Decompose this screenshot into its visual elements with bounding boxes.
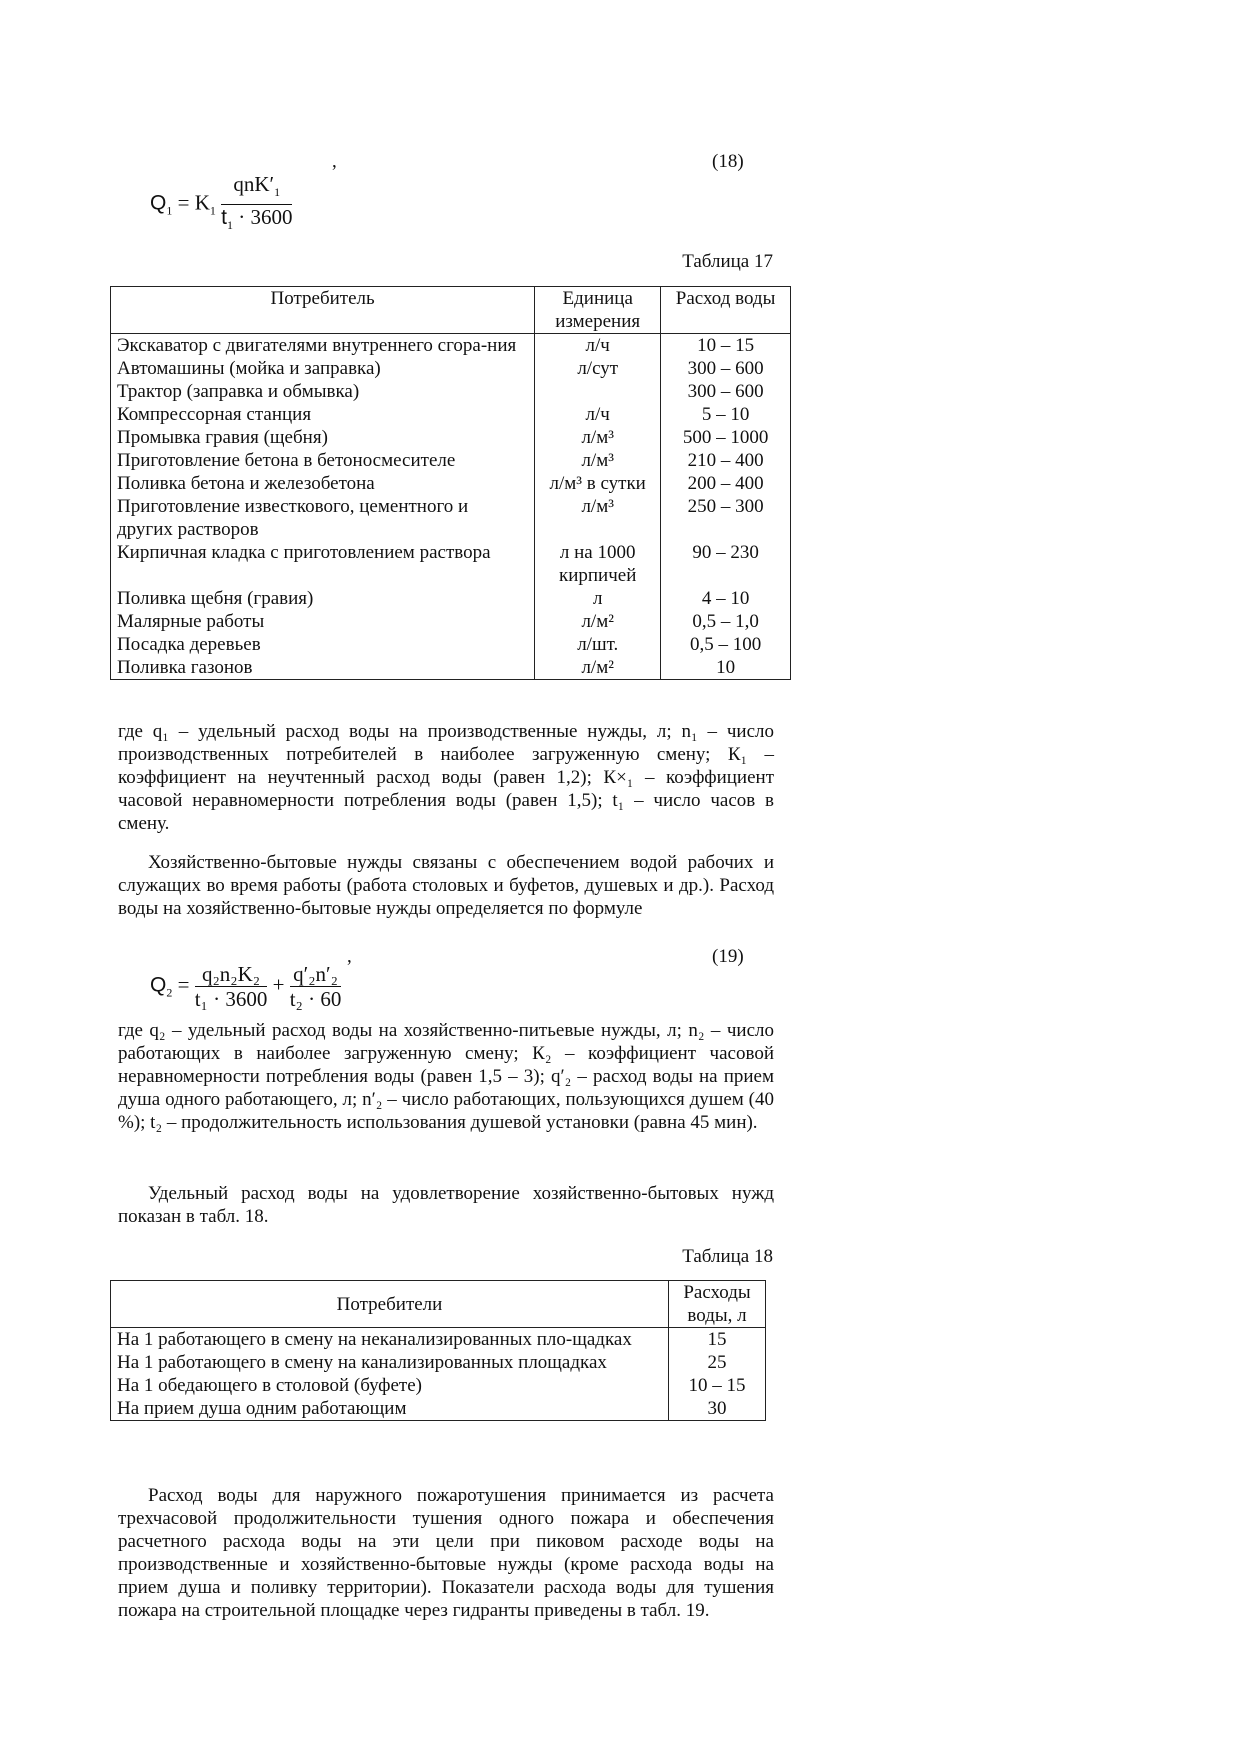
formula-sub: 1 xyxy=(166,203,173,218)
unit-cell: л/шт. xyxy=(535,633,661,656)
table-row xyxy=(111,656,791,680)
value-cell: 300 – 600 xyxy=(661,380,791,403)
consumer-cell: На 1 работающего в смену на неканализированных пло-щадках xyxy=(111,1328,669,1352)
formula-eq: = xyxy=(177,190,190,215)
table-18 xyxy=(110,1280,766,1421)
formula-denominator: t₁ · 3600 xyxy=(194,987,268,1011)
unit-cell: л/м³ xyxy=(535,426,661,449)
table-row xyxy=(111,1374,766,1397)
paragraph-table-18-intro: Удельный расход воды на удовлетворение хозяйственно-бытовых нужд показан в табл. 18. xyxy=(118,1183,774,1227)
consumer-cell: Промывка гравия (щебня) xyxy=(111,426,535,449)
unit-cell xyxy=(535,380,661,403)
unit-cell: л/м² xyxy=(535,610,661,633)
consumer-cell: Автомашины (мойка и заправка) xyxy=(111,357,535,380)
unit-cell: л на 1000 кирпичей xyxy=(535,541,661,587)
formula-eq: = xyxy=(177,972,190,997)
unit-cell: л/м³ xyxy=(535,495,661,541)
consumer-cell: Поливка бетона и железобетона xyxy=(111,472,535,495)
value-cell: 10 – 15 xyxy=(669,1374,766,1397)
formula-denominator-rest: · 3600 xyxy=(238,205,293,230)
value-cell: 0,5 – 1,0 xyxy=(661,610,791,633)
consumer-cell: Малярные работы xyxy=(111,610,535,633)
consumer-cell: Кирпичная кладка с приготовлением раствора xyxy=(111,541,535,587)
formula-numerator: q₂n₂K₂ xyxy=(195,962,268,987)
consumer-cell: Поливка газонов xyxy=(111,656,535,680)
unit-cell: л/м³ xyxy=(535,449,661,472)
value-cell: 200 – 400 xyxy=(661,472,791,495)
table-row xyxy=(111,380,791,403)
equation-number-19: (19) xyxy=(712,946,744,967)
formula-k: K xyxy=(194,190,210,215)
table-row xyxy=(111,449,791,472)
table-row xyxy=(111,426,791,449)
column-header: Расходы воды, л xyxy=(669,1281,766,1328)
formula-denominator: t₂ · 60 xyxy=(289,987,342,1011)
consumer-cell: Приготовление бетона в бетоносмесителе xyxy=(111,449,535,472)
formula-fraction xyxy=(195,962,268,1011)
table-row xyxy=(111,610,791,633)
formula-sub: 2 xyxy=(166,985,173,1000)
consumer-cell: На 1 обедающего в столовой (буфете) xyxy=(111,1374,669,1397)
value-cell: 5 – 10 xyxy=(661,403,791,426)
consumer-cell: Поливка щебня (гравия) xyxy=(111,587,535,610)
column-header: Расход воды xyxy=(661,287,791,334)
table-row xyxy=(111,495,791,541)
formula-sub: 1 xyxy=(274,185,281,200)
formula-numerator: q′₂n′₂ xyxy=(290,962,342,987)
consumer-cell: Приготовление известкового, цементного и других растворов xyxy=(111,495,535,541)
value-cell: 250 – 300 xyxy=(661,495,791,541)
formula-denominator: t xyxy=(221,206,227,230)
column-header: Единица измерения xyxy=(535,287,661,334)
table-row xyxy=(111,1397,766,1421)
table-row xyxy=(111,633,791,656)
value-cell: 500 – 1000 xyxy=(661,426,791,449)
formula-fraction xyxy=(290,962,342,1011)
formula-sub: 1 xyxy=(226,218,233,233)
consumer-cell: Посадка деревьев xyxy=(111,633,535,656)
paragraph-definitions-19: где q₂ – удельный расход воды на хозяйственно-питьевые нужды, л; n₂ – число работающих в наиболее загруженную смену; К₂ – коэффициент часовой неравномерности потребления воды (равен 1,5 – 3); q′₂ – расход воды на прием душа одного работающего, л; n′₂ – число работающих, пользующихся душем (40 %); t₂ – продолжительность использования душевой установки (равна 45 мин). xyxy=(118,1020,774,1133)
formula-numerator: qnK′ xyxy=(233,172,275,196)
value-cell: 4 – 10 xyxy=(661,587,791,610)
table-row xyxy=(111,1351,766,1374)
formula-comma: , xyxy=(332,151,337,172)
paragraph-household-needs: Хозяйственно-бытовые нужды связаны с обеспечением водой рабочих и служащих во время работы (работа столовых и буфетов, душевых и др.). Расход воды на хозяйственно-бытовые нужды определяется по формуле xyxy=(118,852,774,919)
formula-lhs: Q xyxy=(150,973,167,997)
table-row xyxy=(111,1328,766,1352)
consumer-cell: На прием душа одним работающим xyxy=(111,1397,669,1421)
consumer-cell: Трактор (заправка и обмывка) xyxy=(111,380,535,403)
value-cell: 0,5 – 100 xyxy=(661,633,791,656)
formula-fraction xyxy=(221,172,292,237)
value-cell: 210 – 400 xyxy=(661,449,791,472)
formula-19 xyxy=(150,962,341,1011)
table-row xyxy=(111,472,791,495)
consumer-cell: Экскаватор с двигателями внутреннего сгора-ния xyxy=(111,334,535,358)
paragraph-definitions-18: где q₁ – удельный расход воды на производственные нужды, л; n₁ – число производственных потребителей в наиболее загруженную смену; К₁ – коэффициент на неучтенный расход воды (равен 1,2); К×₁ – коэффициент часовой неравномерности потребления воды (равен 1,5); t₁ – число часов в смену. xyxy=(118,721,774,834)
table-17-caption: Таблица 17 xyxy=(682,251,773,272)
consumer-cell: Компрессорная станция xyxy=(111,403,535,426)
column-header: Потребители xyxy=(111,1281,669,1328)
table-row xyxy=(111,587,791,610)
formula-plus: + xyxy=(272,972,285,997)
unit-cell: л/ч xyxy=(535,334,661,358)
unit-cell: л/м² xyxy=(535,656,661,680)
value-cell: 15 xyxy=(669,1328,766,1352)
formula-comma: , xyxy=(347,946,352,967)
table-row xyxy=(111,403,791,426)
table-row xyxy=(111,541,791,587)
unit-cell: л/м³ в сутки xyxy=(535,472,661,495)
column-header: Потребитель xyxy=(111,287,535,334)
table-18-caption: Таблица 18 xyxy=(682,1246,773,1267)
formula-lhs: Q xyxy=(150,191,167,215)
value-cell: 10 xyxy=(661,656,791,680)
value-cell: 25 xyxy=(669,1351,766,1374)
formula-18 xyxy=(150,172,292,237)
value-cell: 300 – 600 xyxy=(661,357,791,380)
consumer-cell: На 1 работающего в смену на канализированных площадках xyxy=(111,1351,669,1374)
table-17 xyxy=(110,286,791,680)
unit-cell: л xyxy=(535,587,661,610)
equation-number-18: (18) xyxy=(712,151,744,172)
table-row xyxy=(111,334,791,358)
unit-cell: л/сут xyxy=(535,357,661,380)
paragraph-fire-fighting: Расход воды для наружного пожаротушения принимается из расчета трехчасовой продолжительности тушения одного пожара и обеспечения расчетного расхода воды на эти цели при пиковом расходе воды на производственные и хозяйственно-бытовые нужды (кроме расхода воды на прием душа и поливку территории). Показатели расхода воды для тушения пожара на строительной площадке через гидранты приведены в табл. 19. xyxy=(118,1485,774,1621)
formula-sub: 1 xyxy=(209,203,216,218)
table-row xyxy=(111,357,791,380)
value-cell: 90 – 230 xyxy=(661,541,791,587)
value-cell: 10 – 15 xyxy=(661,334,791,358)
value-cell: 30 xyxy=(669,1397,766,1421)
unit-cell: л/ч xyxy=(535,403,661,426)
